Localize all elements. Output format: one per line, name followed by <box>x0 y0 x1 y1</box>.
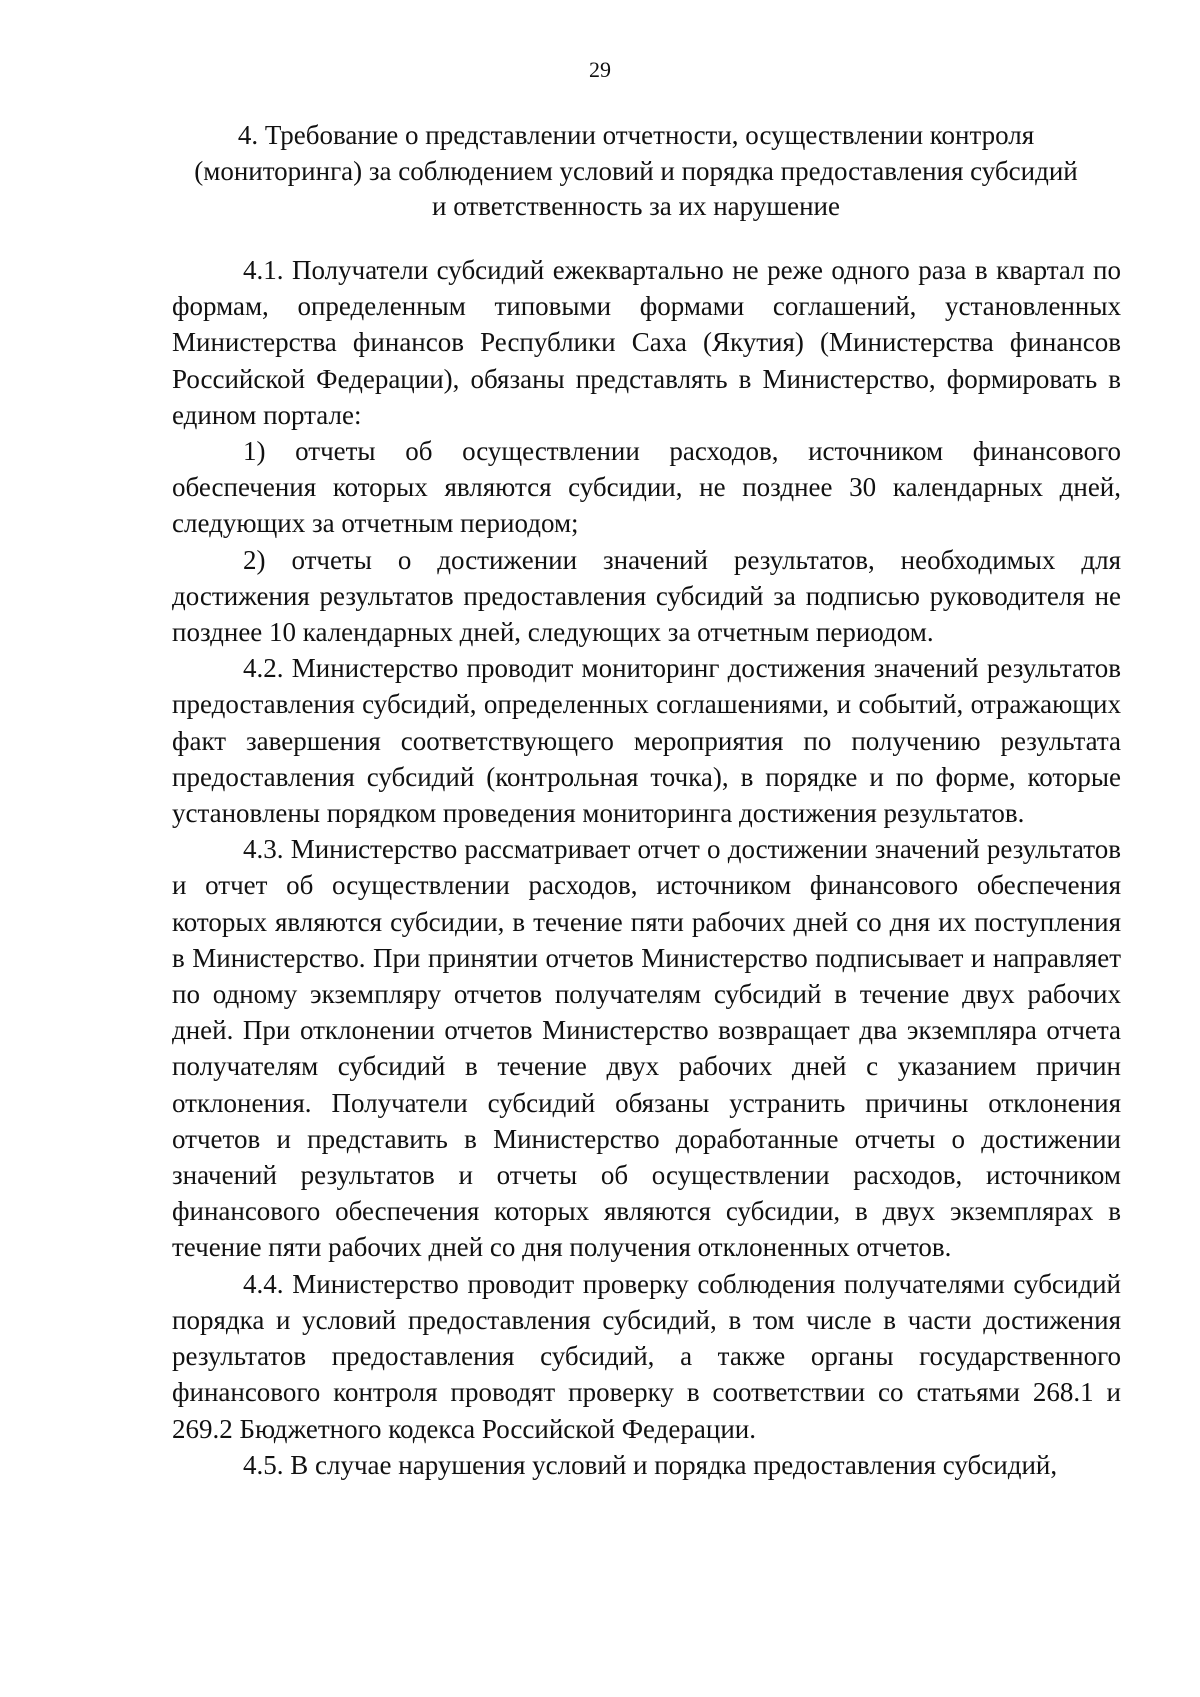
paragraph-4-5: 4.5. В случае нарушения условий и порядка предоставления субсидий, <box>243 1449 1058 1480</box>
paragraph-4-2: 4.2. Министерство проводит мониторинг достижения значений результатов предоставления субсидий, определенных соглашениями, и событий, отражающих факт завершения соответствующего мероприятия по получению результата предоставления субсидий (контрольная точка), в порядке и по форме, которые установлены порядком проведения мониторинга достижения результатов. <box>172 653 1121 829</box>
section-heading-line-2: (мониторинга) за соблюдением условий и порядка предоставления субсидий <box>194 155 1078 186</box>
paragraph-4-1-item-2: 2) отчеты о достижении значений результатов, необходимых для достижения результатов предоставления субсидий за подписью руководителя не позднее 10 календарных дней, следующих за отчетным периодом. <box>172 544 1121 648</box>
paragraph-4-1: 4.1. Получатели субсидий ежеквартально не реже одного раза в квартал по формам, определенным типовыми формами соглашений, установленных Министерства финансов Республики Саха (Якутия) (Министерства финансов Российской Федерации), обязаны представлять в Министерство, формировать в едином портале: <box>172 255 1121 430</box>
paragraph-4-3: 4.3. Министерство рассматривает отчет о достижении значений результатов и отчет об осуществлении расходов, источником финансового обеспечения которых являются субсидии, в течение пяти рабочих дней со дня их поступления в Министерство. При принятии отчетов Министерство подписывает и направляет по одному экземпляру отчетов получателям субсидий в течение двух рабочих дней. При отклонении отчетов Министерство возвращает два экземпляра отчета получателям субсидий в течение двух рабочих дней с указанием причин отклонения. Получатели субсидий обязаны устранить причины отклонения отчетов и представить в Министерство доработанные отчеты о достижении значений результатов и отчеты об осуществлении расходов, источником финансового обеспечения которых являются субсидии, в двух экземплярах в течение пяти рабочих дней со дня получения отклоненных отчетов. <box>172 834 1121 1263</box>
paragraph-4-1-item-1: 1) отчеты об осуществлении расходов, источником финансового обеспечения которых являются субсидии, не позднее 30 календарных дней, следующих за отчетным периодом; <box>172 436 1121 539</box>
section-heading-line-3: и ответственность за их нарушение <box>432 191 840 221</box>
section-heading <box>160 118 1112 225</box>
paragraph-4-4: 4.4. Министерство проводит проверку соблюдения получателями субсидий порядка и условий предоставления субсидий, в том числе в части достижения результатов предоставления субсидий, а также органы государственного финансового контроля проводят проверку в соответствии со статьями 268.1 и 269.2 Бюджетного кодекса Российской Федерации. <box>172 1268 1121 1444</box>
page-number: 29 <box>589 57 611 82</box>
section-heading-line-1: 4. Требование о представлении отчетности, осуществлении контроля <box>237 120 1035 150</box>
body-text <box>172 252 1121 1483</box>
